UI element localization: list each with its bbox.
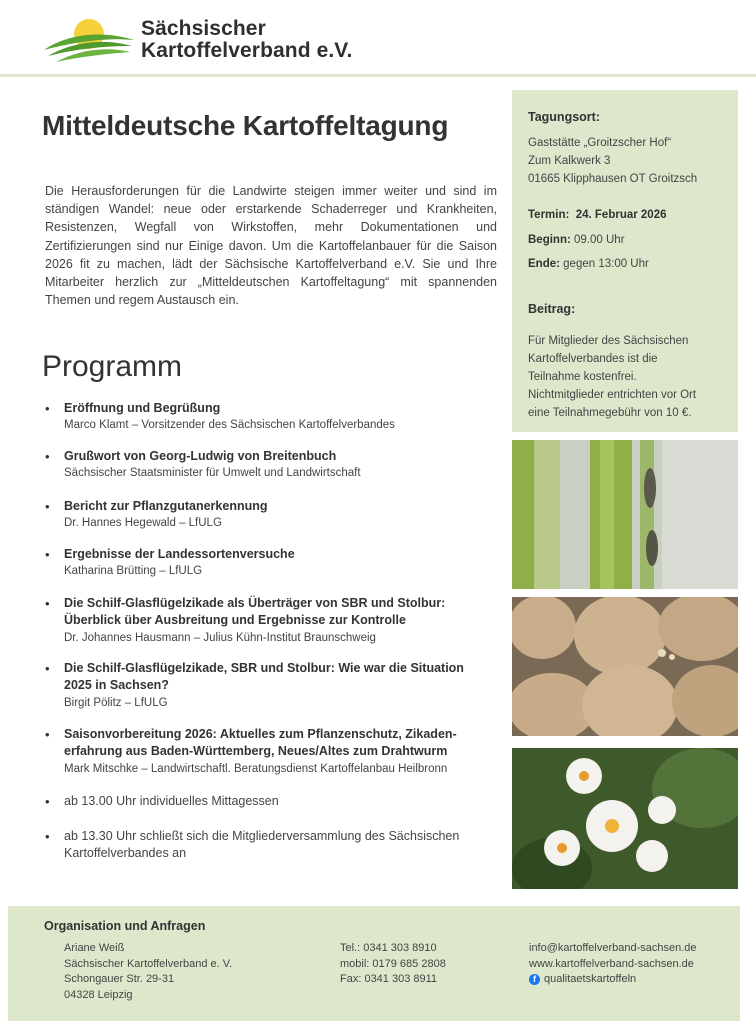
bullet-icon: • [45, 449, 50, 464]
bullet-icon: • [45, 499, 50, 514]
bullet-icon: • [45, 727, 50, 742]
item-speaker: Katharina Brütting – LfULG [64, 565, 203, 577]
bullet-icon: • [45, 794, 50, 809]
footer-online [529, 941, 697, 988]
item-speaker: Birgit Pölitz – LfULG [64, 697, 168, 709]
footer-title: Organisation und Anfragen [44, 919, 206, 933]
fee-text: Für Mitglieder des Sächsischen Kartoffelverbandes ist die Teilnahme kostenfrei. Nichtmitglieder entrichten vor Ort eine Teilnahmegebühr von 10 €. [528, 335, 697, 419]
page-title: Mitteldeutsche Kartoffeltagung [42, 110, 449, 141]
venue-address: Gaststätte „Groitzscher Hof“ Zum Kalkwerk 3 01665 Klipphausen OT Groitzsch [528, 137, 698, 185]
bullet-icon: • [45, 596, 50, 611]
ende-row: Ende: gegen 13:00 Uhr [528, 258, 649, 270]
email-link[interactable]: info@kartoffelverband-sachsen.de [529, 942, 697, 954]
footer-phones: Tel.: 0341 303 8910 mobil: 0179 685 2808 Fax: 0341 303 8911 [340, 942, 446, 985]
item-speaker: Mark Mitschke – Landwirtschaftl. Beratungsdienst Kartoffelanbau Heilbronn [64, 763, 448, 775]
header [0, 0, 756, 78]
bullet-icon: • [45, 829, 50, 844]
item-title: Die Schilf-Glasflügelzikade, SBR und Stolbur: Wie war die Situation 2025 in Sachsen? [64, 661, 464, 692]
website-link[interactable]: www.kartoffelverband-sachsen.de [529, 957, 694, 970]
item-speaker: Dr. Hannes Hegewald – LfULG [64, 517, 222, 529]
item-title: Grußwort von Georg-Ludwig von Breitenbuch [64, 449, 337, 463]
beginn-row: Beginn: 09.00 Uhr [528, 234, 625, 246]
bullet-icon: • [45, 661, 50, 676]
event-info-panel [512, 90, 738, 432]
bullet-icon: • [45, 547, 50, 562]
leafhopper-photo [512, 440, 738, 589]
intro-text: Die Herausforderungen für die Landwirte steigen immer weiter und sind im ständigen Wandel: neue oder erstarkende Schaderreger und Krankheiten, Resistenzen, Wegfall von Wirkstoffen, mehr Dokumentationen und Zertifizierungen sind nur Einige davon. Um die Kartoffelanbauer für die Saison 2026 fit zu machen, lädt der Sächsische Kartoffelverband e.V. Sie und Ihre Mitarbeiter herzlich zur „Mitteldeutschen Kartoffeltagung“ mit spannenden Themen und regem Austausch ein. [45, 184, 497, 308]
item-text: ab 13.30 Uhr schließt sich die Mitgliederversammlung des Sächsischen Kartoffelverbandes an [64, 829, 460, 860]
brand-name: Sächsischer Kartoffelverband e.V. [141, 17, 353, 62]
item-title: Eröffnung und Begrüßung [64, 401, 221, 415]
item-title: Die Schilf-Glasflügelzikade als Überträger von SBR und Stolbur: Überblick über Ausbreitung und Ergebnisse zur Kontrolle [64, 596, 446, 627]
item-title: Bericht zur Pflanzgutanerkennung [64, 499, 268, 513]
item-text: ab 13.00 Uhr individuelles Mittagessen [64, 794, 279, 808]
footer-contact [8, 906, 740, 1021]
programm-heading: Programm [42, 350, 183, 383]
bullet-icon: • [45, 401, 50, 416]
item-speaker: Marco Klamt – Vorsitzender des Sächsischen Kartoffelverbandes [64, 419, 395, 431]
item-speaker: Dr. Johannes Hausmann – Julius Kühn-Institut Braunschweig [64, 632, 376, 644]
fee-label: Beitrag: [528, 302, 576, 316]
venue-label: Tagungsort: [528, 110, 600, 124]
logo-icon [42, 16, 137, 66]
item-speaker: Sächsischer Staatsminister für Umwelt und Landwirtschaft [64, 467, 361, 479]
item-title: Saisonvorbereitung 2026: Aktuelles zum Pflanzenschutz, Zikaden- erfahrung aus Baden-Württemberg, Neues/Altes zum Drahtwurm [64, 727, 457, 758]
header-divider [0, 74, 756, 77]
facebook-link[interactable]: f qualitaetskartoffeln [529, 972, 697, 988]
footer-address: Ariane Weiß Sächsischer Kartoffelverband e. V. Schongauer Str. 29-31 04328 Leipzig [64, 942, 233, 1001]
item-title: Ergebnisse der Landessortenversuche [64, 547, 295, 561]
facebook-icon: f [529, 974, 540, 985]
termin-row: Termin: 24. Februar 2026 [528, 209, 667, 221]
potato-flower-photo [512, 748, 738, 889]
potatoes-photo [512, 597, 738, 736]
